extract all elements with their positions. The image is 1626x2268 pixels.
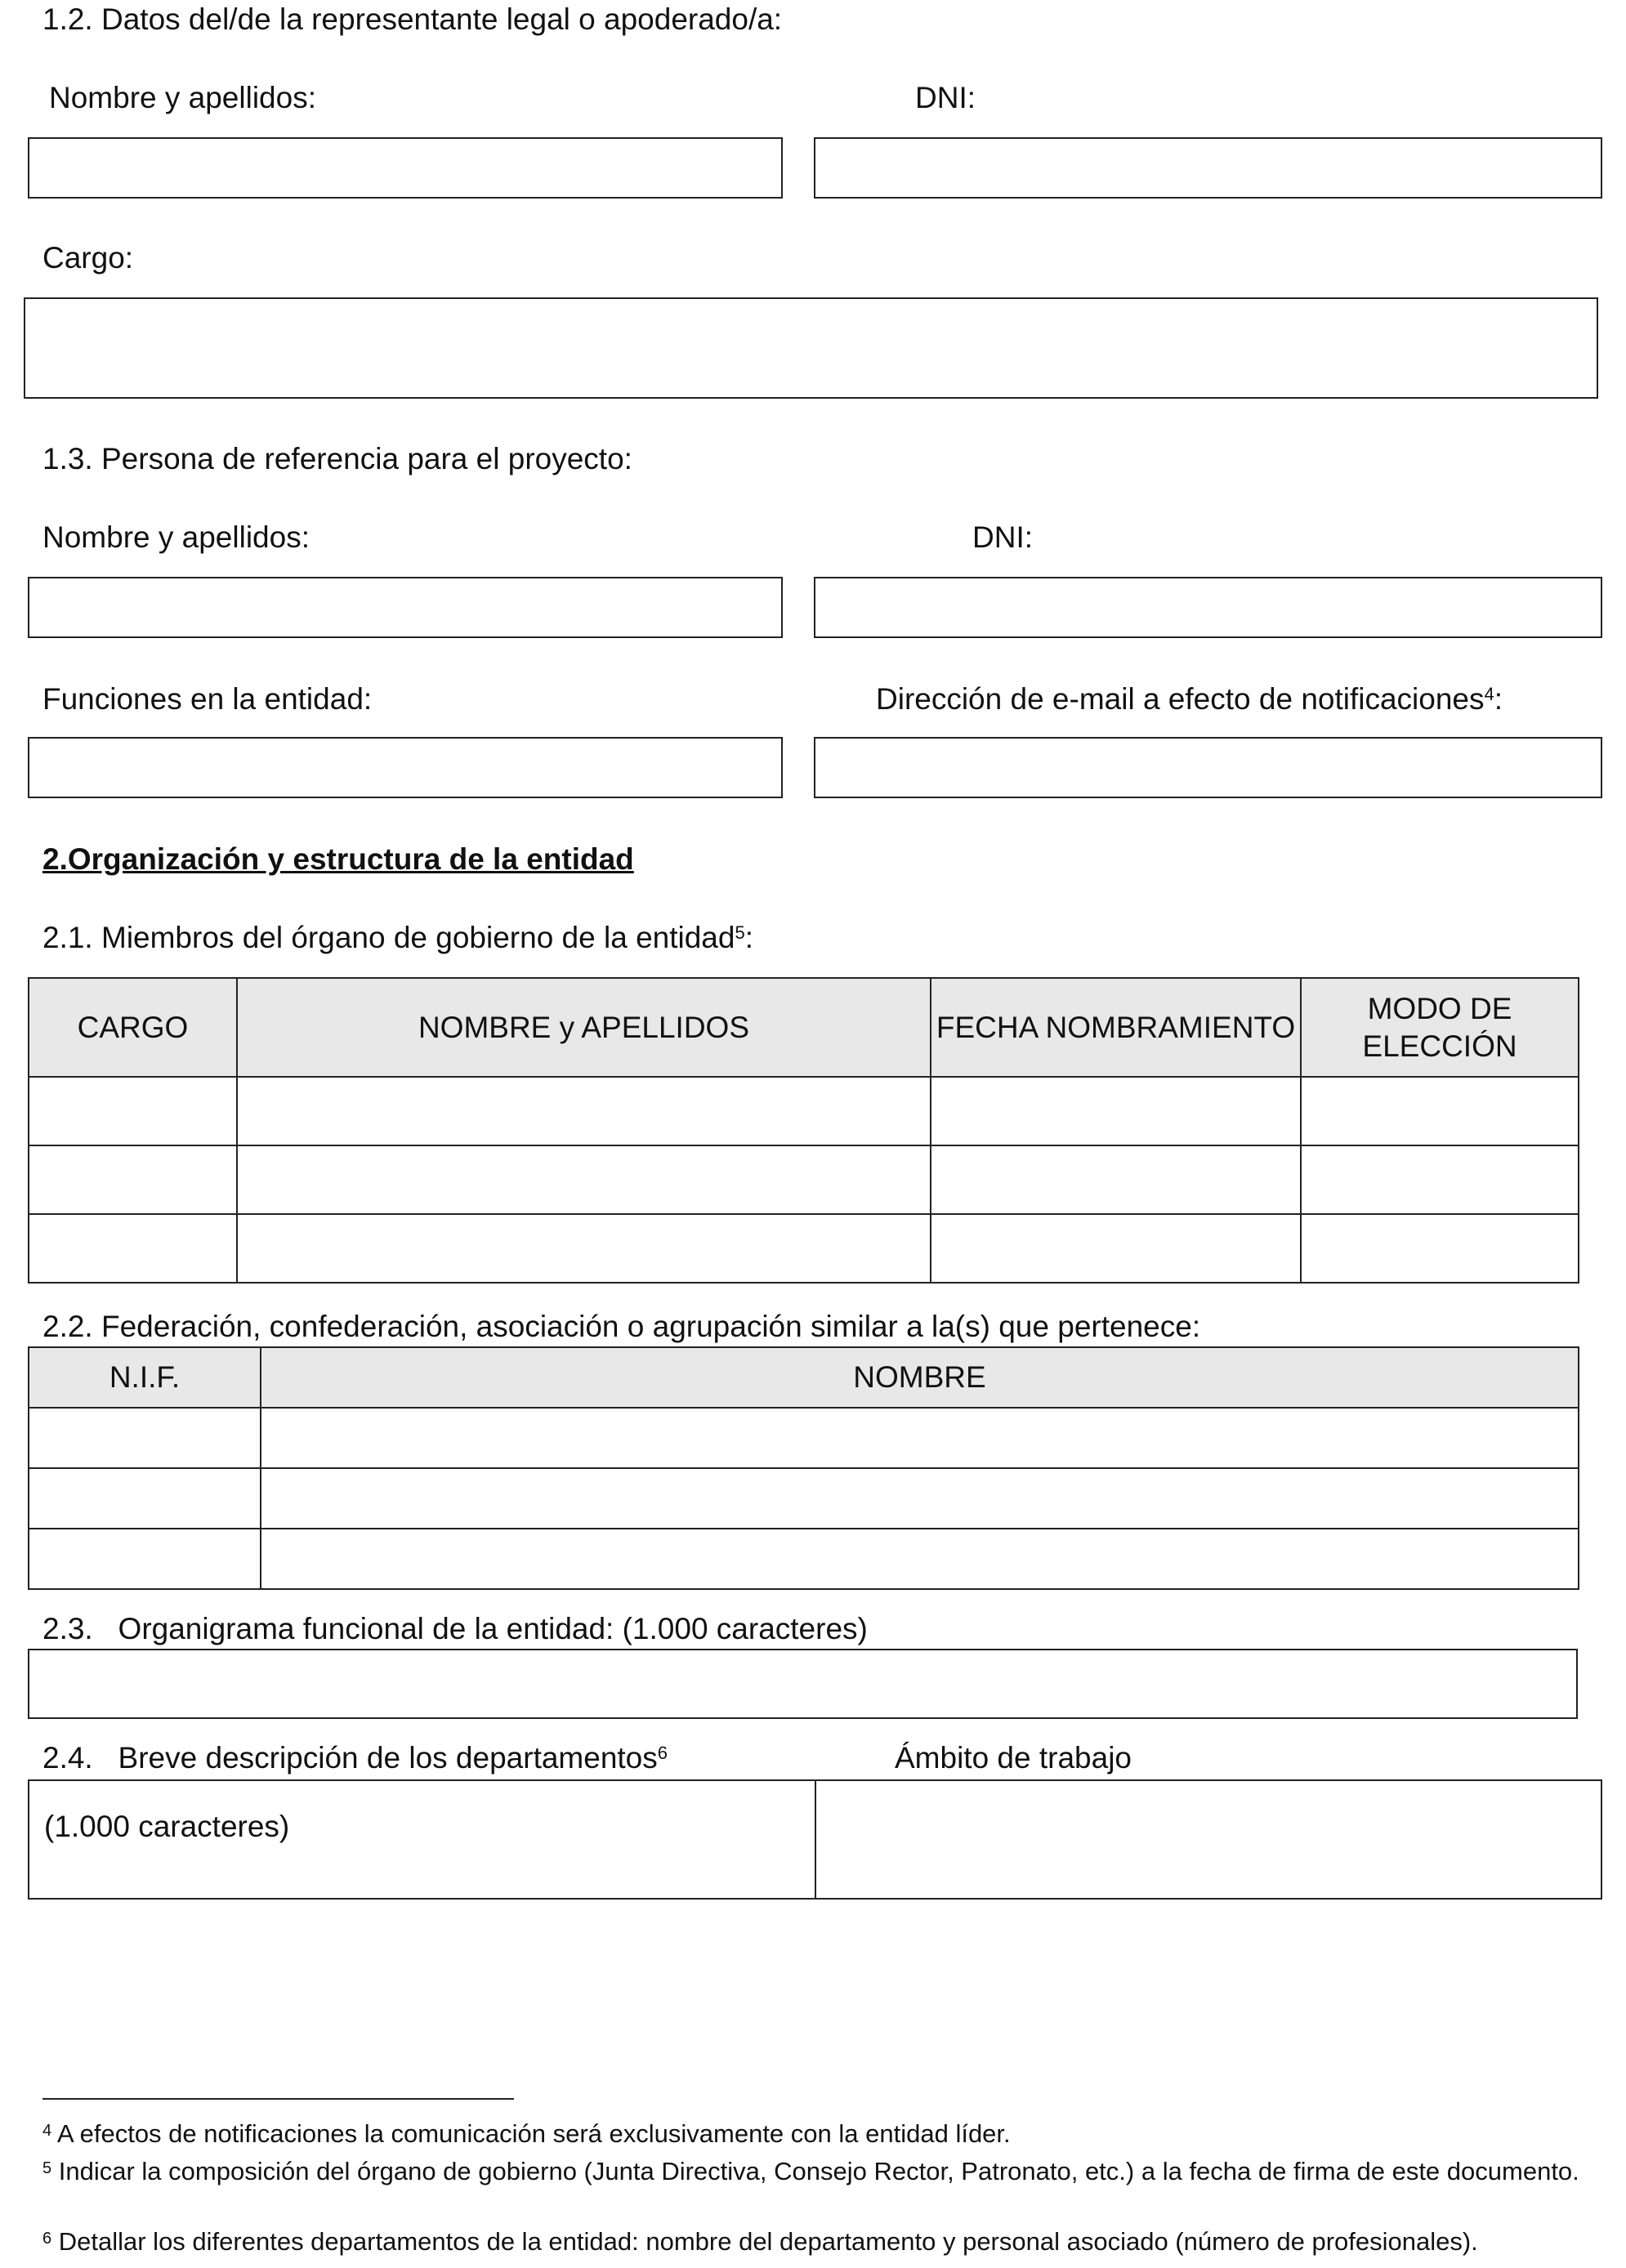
chars-note: (1.000 caracteres) [44,1810,290,1843]
section-2-2-title: 2.2. Federación, confederación, asociación o agrupación similar a la(s) que pertenece: [42,1310,1201,1343]
table-row [29,1077,1579,1145]
table-cell[interactable] [261,1529,1579,1589]
reference-dni-field[interactable] [814,577,1602,638]
table-row [29,1529,1579,1589]
section-2-1-title: 2.1. Miembros del órgano de gobierno de la entidad$^5$: [42,921,753,954]
cargo-label: Cargo: [42,241,134,275]
table-cell[interactable] [237,1145,931,1214]
email-label: Dirección de e-mail a efecto de notificaciones$^4$: [876,682,1503,716]
section-2-3-title: 2.3. Organigrama funcional de la entidad: (1.000 caracteres) [42,1612,868,1645]
table-cell[interactable] [29,1077,237,1145]
reference-name-field[interactable] [28,577,783,638]
representative-name-field[interactable] [28,137,783,199]
representative-dni-label: DNI: [915,81,976,114]
col-nif-header: N.I.F. [29,1347,261,1408]
federation-table [28,1346,1579,1590]
table-cell[interactable] [237,1214,931,1283]
table-cell[interactable] [29,1214,237,1283]
col-fecha-header: FECHA NOMBRAMIENTO [931,978,1301,1077]
table-row [29,1468,1579,1529]
table-cell[interactable] [29,1145,237,1214]
ambito-field[interactable] [815,1779,1602,1900]
col-nombre-header: NOMBRE y APELLIDOS [237,978,931,1077]
section-1-2-title: 1.2. Datos del/de la representante legal o apoderado/a: [42,2,783,36]
table-cell[interactable] [29,1529,261,1589]
representative-dni-field[interactable] [814,137,1602,199]
table-cell[interactable] [931,1214,1301,1283]
table-cell[interactable] [931,1145,1301,1214]
table-cell[interactable] [237,1077,931,1145]
organigrama-field[interactable] [28,1649,1578,1719]
table-row [29,1214,1579,1283]
table-cell[interactable] [1301,1145,1579,1214]
footnote-4: $^4$ A efectos de notificaciones la comunicación será exclusivamente con la entidad líder. [42,2119,1011,2148]
table-cell[interactable] [261,1408,1579,1468]
representative-name-label: Nombre y apellidos: [49,81,316,114]
table-row [29,1145,1579,1214]
functions-field[interactable] [28,737,783,798]
functions-label: Funciones en la entidad: [42,682,373,716]
section-1-3-title: 1.3. Persona de referencia para el proyecto: [42,442,632,475]
col-modo-header: MODO DE ELECCIÓN [1301,978,1579,1077]
table-cell[interactable] [261,1468,1579,1529]
footnote-separator [42,2098,514,2100]
table-row [29,1408,1579,1468]
footnote-ref-4: 4 [1484,684,1494,704]
email-field[interactable] [814,737,1602,798]
departments-field[interactable] [28,1779,816,1900]
footnote-ref-5: 5 [735,922,745,943]
table-cell[interactable] [29,1468,261,1529]
section-2-heading: 2.Organización y estructura de la entidad [42,842,634,876]
table-cell[interactable] [1301,1214,1579,1283]
col-nombre-header: NOMBRE [261,1347,1579,1408]
footnote-6: $^6$ Detallar los diferentes departamentos de la entidad: nombre del departamento y personal asociado (número de profesionales). [42,2227,1478,2256]
table-cell[interactable] [931,1077,1301,1145]
reference-dni-label: DNI: [972,520,1033,554]
footnote-5: $^5$ Indicar la composición del órgano de gobierno (Junta Directiva, Consejo Rector, Patronato, etc.) a la fecha de firma de este documento. [42,2157,1579,2185]
section-2-4-title: 2.4. Breve descripción de los departamentos$^6$ [42,1741,668,1775]
reference-name-label: Nombre y apellidos: [42,520,310,554]
governing-body-table [28,977,1579,1284]
table-cell[interactable] [1301,1077,1579,1145]
ambito-label: Ámbito de trabajo [895,1741,1132,1775]
col-cargo-header: CARGO [29,978,237,1077]
cargo-field[interactable] [24,297,1598,399]
footnote-ref-6: 6 [657,1743,668,1763]
table-cell[interactable] [29,1408,261,1468]
